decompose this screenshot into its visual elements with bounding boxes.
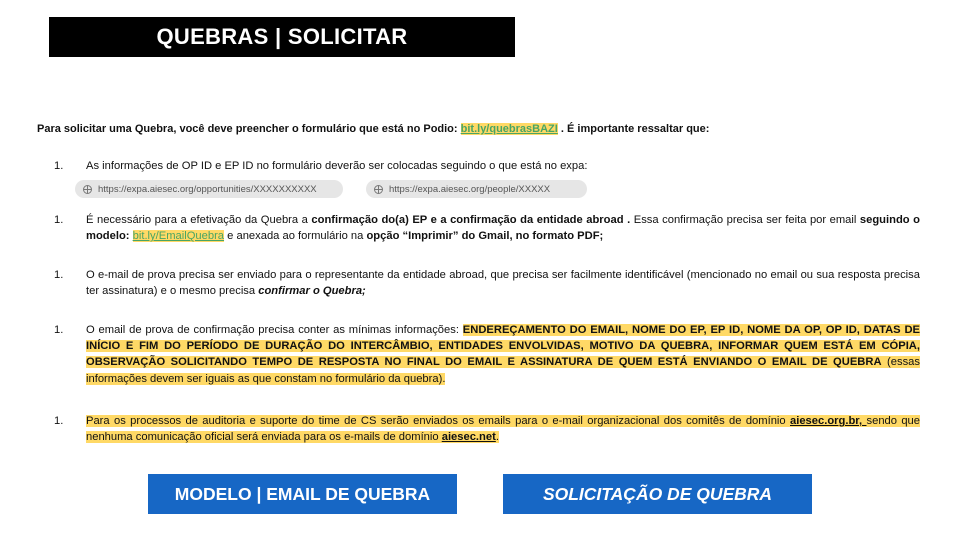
highlighted-bold-text: ENDEREÇAMENTO DO EMAIL, NOME DO EP, EP ID, NOME DA OP, OP ID, DATAS DE INÍCIO E FIM DO PERÍODO DE DURAÇÃO DO INTERCÂMBIO, ENTIDADES ENVOLVIDAS, MOTIVO DA QUEBRA, INFORMAR QUEM ESTÁ EM CÓPIA, OBSERVAÇÃO SOLICITANDO TEMPO DE RESPOSTA NO FINAL DO EMAIL E ASSINATURA DE QUEM ESTÁ ENVIANDO O EMAIL DE QUEBRA	[86, 324, 920, 369]
intro-text-end: . É importante ressaltar que:	[560, 123, 710, 135]
highlighted-bold-note: (essas informações devem ser iguais as que constam no formulário da quebra).	[86, 356, 920, 385]
list-item	[54, 212, 920, 244]
list-number: 1.	[54, 415, 64, 427]
url-text: https://expa.aiesec.org/opportunities/XXXXXXXXXX	[98, 183, 317, 195]
text: É necessário para a efetivação da Quebra a	[86, 214, 312, 226]
url-text: https://expa.aiesec.org/people/XXXXX	[389, 183, 551, 195]
globe-icon	[374, 185, 383, 194]
list-item-text: As informações de OP ID e EP ID no formulário deverão ser colocadas seguindo o que está no expa:	[86, 160, 588, 172]
solicitacao-quebra-button[interactable]: SOLICITAÇÃO DE QUEBRA	[503, 474, 812, 514]
list-number: 1.	[54, 214, 64, 226]
list-item-text	[86, 267, 920, 299]
globe-icon	[83, 185, 92, 194]
text: .	[495, 431, 499, 444]
text: O email de prova de confirmação precisa conter as mínimas informações:	[86, 324, 463, 336]
email-model-link[interactable]: bit.ly/EmailQuebra	[132, 230, 225, 243]
text: Essa confirmação precisa ser feita por email	[630, 214, 860, 226]
list-item	[54, 322, 920, 387]
url-bar-opportunities	[75, 180, 343, 198]
podio-form-link[interactable]: bit.ly/quebrasBAZI	[460, 123, 558, 135]
domain-text: aiesec.org.br,	[790, 415, 867, 427]
domain-text: aiesec.net	[441, 431, 496, 444]
bold-text: confirmação do(a) EP e a confirmação da entidade abroad .	[311, 214, 631, 226]
list-item	[54, 413, 920, 445]
list-number: 1.	[54, 269, 64, 281]
list-number: 1.	[54, 324, 64, 336]
bold-text: opção “Imprimir” do Gmail, no formato PDF;	[366, 230, 604, 243]
list-item	[54, 158, 920, 174]
list-number: 1.	[54, 160, 64, 172]
intro-text: Para solicitar uma Quebra, você deve preencher o formulário que está no Podio:	[37, 123, 458, 135]
list-item	[54, 267, 920, 299]
bold-italic-text: confirmar o Quebra;	[258, 285, 366, 298]
page-title: QUEBRAS | SOLICITAR	[49, 17, 515, 57]
intro-paragraph	[37, 121, 937, 137]
text: sendo que nenhuma comunicação oficial será enviada para os e-mails de domínio	[86, 415, 921, 444]
list-item-text	[86, 413, 920, 445]
text: e anexada ao formulário na	[224, 230, 367, 243]
list-item-text	[86, 212, 920, 244]
modelo-email-quebra-button[interactable]: MODELO | EMAIL DE QUEBRA	[148, 474, 457, 514]
url-bar-people	[366, 180, 587, 198]
text: Para os processos de auditoria e suporte do time de CS serão enviados os emails para o e-mail organizacional dos comitês de domínio	[86, 415, 790, 427]
bold-text: seguindo o modelo:	[86, 214, 920, 243]
list-item-text	[86, 322, 920, 387]
text: O e-mail de prova precisa ser enviado para o representante da entidade abroad, que precisa ser facilmente identificável (mencionado no email ou sua resposta precisa ter assinatura) e o mesmo precisa	[86, 269, 920, 298]
